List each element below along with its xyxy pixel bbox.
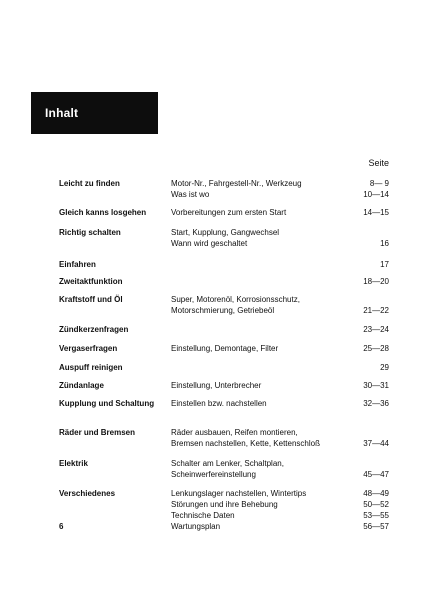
toc-description: Start, Kupplung, Gangwechsel (171, 228, 280, 237)
toc-topic: Kupplung und Schaltung (59, 399, 155, 408)
toc-page-range: 50—52 (363, 500, 389, 509)
toc-description: Einstellung, Demontage, Filter (171, 344, 279, 353)
toc-description: Super, Motorenöl, Korrosionsschutz, (171, 295, 300, 304)
page-title: Inhalt (45, 106, 79, 120)
page-column-label: Seite (368, 158, 389, 168)
toc-description: Wann wird geschaltet (171, 239, 248, 248)
toc-description: Technische Daten (171, 511, 235, 520)
toc-page-range: 10—14 (363, 190, 389, 199)
toc-page-range: 29 (380, 363, 389, 372)
toc-description: Störungen und ihre Behebung (171, 500, 278, 509)
toc-page-range: 53—55 (363, 511, 389, 520)
toc-description: Was ist wo (171, 190, 210, 199)
toc-topic: Vergaserfragen (59, 344, 118, 353)
toc-page-range: 37—44 (363, 439, 389, 448)
toc-page-range: 14—15 (363, 208, 389, 217)
toc-topic: Zündkerzenfragen (59, 325, 129, 334)
toc-topic: Zündanlage (59, 381, 104, 390)
toc-page-range: 32—36 (363, 399, 389, 408)
toc-topic: Auspuff reinigen (59, 363, 123, 372)
toc-page-range: 16 (380, 239, 389, 248)
toc-description: Wartungsplan (171, 522, 221, 531)
toc-topic: Einfahren (59, 260, 96, 269)
toc-description: Bremsen nachstellen, Kette, Kettenschloß (171, 439, 320, 448)
toc-topic: Leicht zu finden (59, 179, 120, 188)
toc-page-range: 8— 9 (369, 179, 389, 188)
toc-description: Lenkungslager nachstellen, Wintertips (171, 489, 307, 498)
toc-page-range: 56—57 (363, 522, 389, 531)
toc-page-range: 18—20 (363, 277, 389, 286)
toc-topic: Richtig schalten (59, 228, 121, 237)
toc-topic: Räder und Bremsen (59, 428, 136, 437)
toc-topic: Zweitaktfunktion (59, 277, 123, 286)
toc-description: Scheinwerfereinstellung (171, 470, 256, 479)
toc-description: Schalter am Lenker, Schaltplan, (171, 459, 284, 468)
toc-page-range: 17 (380, 260, 389, 269)
toc-page-range: 30—31 (363, 381, 389, 390)
toc-description: Motorschmierung, Getriebeöl (171, 306, 275, 315)
toc-page-range: 48—49 (363, 489, 389, 498)
toc-page-range: 45—47 (363, 470, 389, 479)
toc-description: Einstellen bzw. nachstellen (171, 399, 267, 408)
toc-topic: Elektrik (59, 459, 88, 468)
toc-description: Einstellung, Unterbrecher (171, 381, 262, 390)
toc-page-range: 25—28 (363, 344, 389, 353)
toc-topic: Gleich kanns losgehen (59, 208, 147, 217)
page-number: 6 (59, 522, 64, 531)
toc-description: Motor-Nr., Fahrgestell-Nr., Werkzeug (171, 179, 302, 188)
toc-page-range: 21—22 (363, 306, 389, 315)
toc-description: Räder ausbauen, Reifen montieren, (171, 428, 298, 437)
toc-page-range: 23—24 (363, 325, 389, 334)
toc-topic: Verschiedenes (59, 489, 116, 498)
toc-topic: Kraftstoff und Öl (59, 295, 123, 304)
toc-description: Vorbereitungen zum ersten Start (171, 208, 287, 217)
